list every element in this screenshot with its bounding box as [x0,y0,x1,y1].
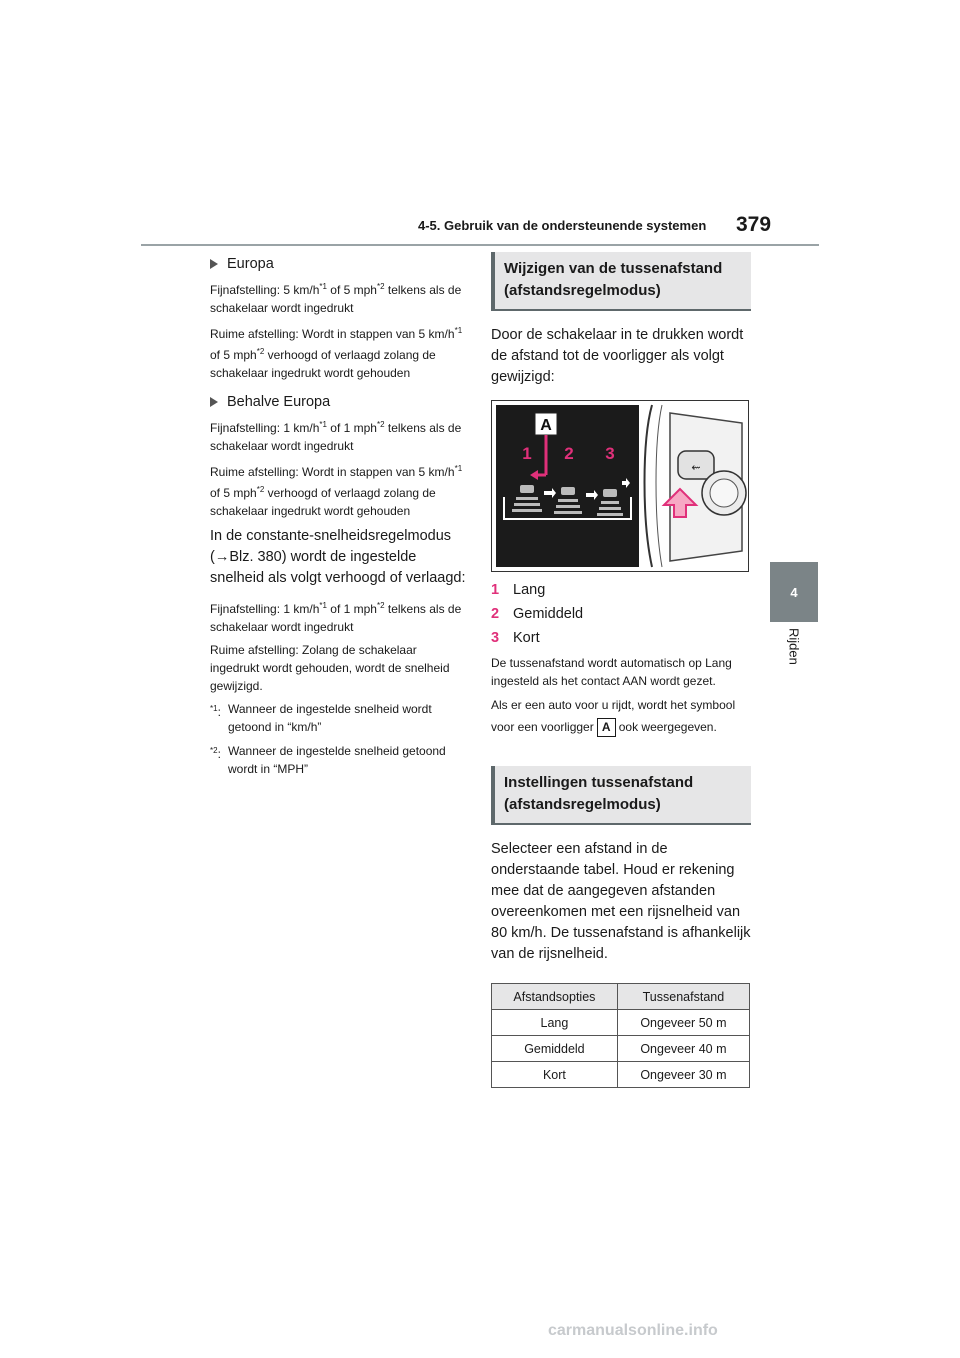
other-title: Behalve Europa [227,394,331,410]
figure-num-2: 2 [564,444,574,463]
triangle-bullet-icon [210,259,218,269]
chapter-label [770,628,818,672]
table-cell: Ongeveer 30 m [617,1062,749,1088]
label-a-icon: A [597,718,616,737]
constant-fine: Fijnafstelling: 1 $km/h^{*1}$ of 1 mph$^{*2}$ telkens als de schakelaar wordt ingedrukt [210,601,462,634]
europa-fine: Fijnafstelling: 5 $km/h^{*1}$ of 5 mph$^{*2}$ telkens als de schakelaar wordt ingedrukt [210,282,462,315]
watermark: carmanualsonline.info [548,1322,718,1339]
column-header: Afstandsopties [492,984,618,1010]
distance-illustration [492,401,748,571]
table-cell: Kort [492,1062,618,1088]
note-auto-long: De tussenafstand wordt automatisch op Lang ingesteld als het contact AAN wordt gezet. [491,656,732,688]
triangle-bullet-icon [210,397,218,407]
distance-options-list [491,578,751,650]
table-cell: Ongeveer 40 m [617,1036,749,1062]
table-cell: Ongeveer 50 m [617,1010,749,1036]
figure-num-3: 3 [605,444,615,463]
heading-distance-change: Wijzigen van de tussenafstand (afstandsregelmodus) [491,252,751,311]
footnote-2: $^{*2}$: Wanneer de ingestelde snelheid getoond wordt in “MPH” [210,744,446,776]
table-row [492,1036,750,1062]
heading-distance-settings: Instellingen tussenafstand (afstandsregelmodus) [491,766,751,825]
distance-table [491,983,750,1088]
section-title: 4-5. Gebruik van de ondersteunende systemen [418,218,707,233]
other-coarse: Ruime afstelling: Wordt in stappen van 5 $km/h^{*1}$ of 5 mph$^{*2}$ verhoogd of verlaagd zolang de schakelaar ingedrukt wordt gehouden [210,464,463,518]
column-header: Tussenafstand [617,984,749,1010]
table-row [492,1062,750,1088]
list-item: 1 Lang [491,582,546,598]
left-column [210,252,468,784]
svg-text:⇜: ⇜ [691,461,701,474]
constant-mode-paragraph: In de constante-snelheidsregelmodus (→Blz. 380) wordt de ingestelde snelheid als volgt verhoogd of verlaagd: [210,528,466,586]
europa-coarse: Ruime afstelling: Wordt in stappen van 5 $km/h^{*1}$ of 5 mph$^{*2}$ verhoogd of verlaagd zolang de schakelaar ingedrukt wordt gehouden [210,326,463,380]
list-item: 3 Kort [491,630,540,646]
other-heading [210,394,468,410]
table-cell: Gemiddeld [492,1036,618,1062]
distance-change-paragraph: Door de schakelaar in te drukken wordt de afstand tot de voorligger als volgt gewijzigd: [491,327,744,385]
page-number: 379 [736,213,772,236]
header-rule [141,244,819,246]
distance-settings-paragraph: Selecteer een afstand in de onderstaande tabel. Houd er rekening mee dat de aangegeven afstanden overeenkomen met een rijsnelheid van 80 km/h. De tussenafstand is afhankelijk van de rijsnelheid. [491,841,751,962]
table-header-row [492,984,750,1010]
europa-title: Europa [227,256,274,272]
figure-num-1: 1 [522,444,532,463]
figure-label-a: A [540,417,552,434]
constant-coarse: Ruime afstelling: Zolang de schakelaar ingedrukt wordt gehouden, wordt de snelheid gewijzigd. [210,643,450,693]
note-preceding-vehicle: Als er een auto voor u rijdt, wordt het symbool voor een voorligger A ook weergegeven. [491,694,751,738]
other-fine: Fijnafstelling: 1 $km/h^{*1}$ of 1 mph$^{*2}$ telkens als de schakelaar wordt ingedrukt [210,420,462,453]
footnote-1: $^{*1}$: Wanneer de ingestelde snelheid wordt getoond in “km/h” [210,702,432,734]
list-item: 2 Gemiddeld [491,606,584,622]
chapter-tab: 4 [770,562,818,622]
right-column [491,252,751,1088]
table-row [492,1010,750,1036]
chapter-label-text: Rijden [786,628,802,665]
distance-switch-figure [491,400,749,572]
table-cell: Lang [492,1010,618,1036]
europa-heading [210,256,468,272]
